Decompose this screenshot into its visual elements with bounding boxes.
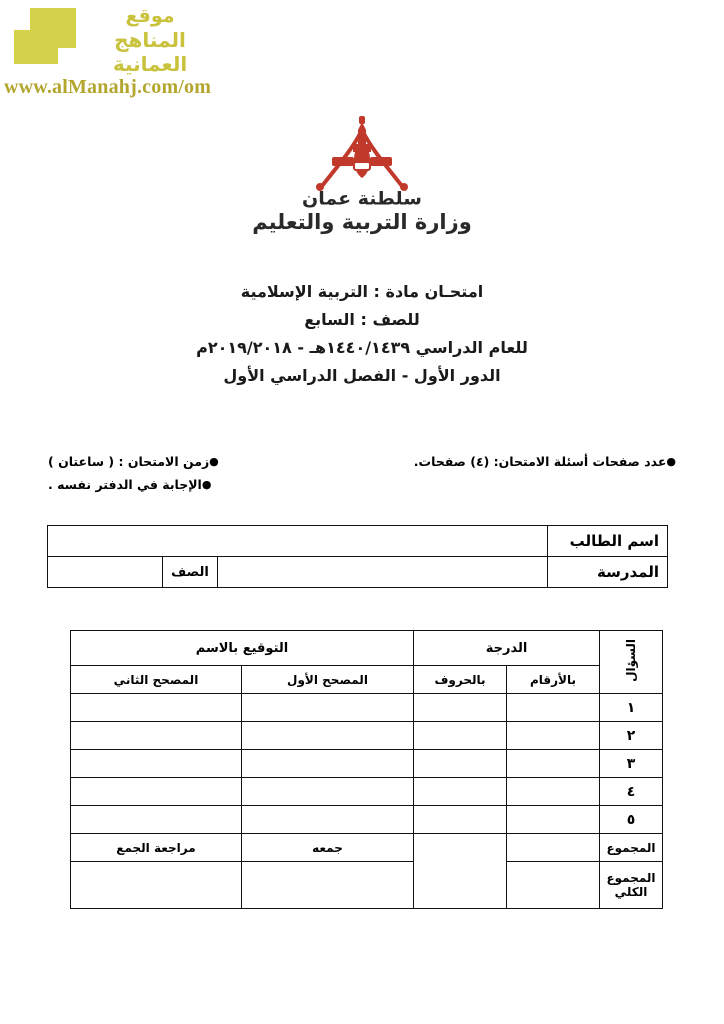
watermark-line-1: موقع (125, 5, 175, 27)
question-number: ٣ (600, 750, 663, 778)
header-first-marker: المصحح الأول (242, 666, 414, 694)
cell-in-letters[interactable] (414, 750, 507, 778)
total-row (70, 834, 662, 862)
site-watermark (0, 0, 300, 110)
class-label: الصف (163, 557, 218, 588)
cell-in-numbers[interactable] (507, 778, 600, 806)
cell-second-marker[interactable] (70, 750, 241, 778)
cell-in-letters[interactable] (414, 806, 507, 834)
question-column-header (600, 631, 663, 694)
exam-subject-line: امتحـان مادة : التربية الإسلامية (240, 282, 484, 301)
table-row (70, 806, 662, 834)
student-info-table (47, 525, 668, 588)
exam-title-block (0, 278, 724, 390)
cell-first-marker[interactable] (242, 806, 414, 834)
cell-in-numbers[interactable] (507, 750, 600, 778)
note-answer-location (48, 473, 211, 496)
cell-second-marker[interactable] (70, 722, 241, 750)
total-sum-review: مراجعة الجمع (70, 834, 241, 862)
cell-second-marker[interactable] (70, 694, 241, 722)
school-label: المدرسة (548, 557, 668, 588)
ministry-of-education-text: وزارة التربية والتعليم (252, 209, 472, 234)
cell-second-marker[interactable] (70, 806, 241, 834)
question-number: ٥ (600, 806, 663, 834)
watermark-text (78, 6, 222, 76)
grand-total-in-numbers[interactable] (507, 862, 600, 909)
sultanate-of-oman-text: سلطنة عمان (302, 188, 422, 210)
ministry-calligraphy (0, 190, 724, 233)
total-in-letters[interactable] (414, 834, 507, 909)
signature-group-header: التوقيع بالاسم (70, 631, 413, 666)
note-exam-time (48, 450, 219, 473)
cell-in-numbers[interactable] (507, 722, 600, 750)
bullet-icon: ● (209, 455, 219, 468)
cell-first-marker[interactable] (242, 750, 414, 778)
note-pages-count (414, 450, 676, 473)
student-name-input[interactable] (47, 526, 547, 557)
cell-in-numbers[interactable] (507, 694, 600, 722)
grades-header-row-1 (70, 631, 662, 666)
grand-total-row (70, 862, 662, 909)
notes-row-2 (48, 473, 676, 496)
table-row (47, 526, 667, 557)
cell-first-marker[interactable] (242, 778, 414, 806)
grade-group-header: الدرجة (414, 631, 600, 666)
bullet-icon: ● (201, 478, 212, 491)
class-input[interactable] (47, 557, 162, 588)
total-in-numbers[interactable] (507, 834, 600, 862)
table-row (70, 694, 662, 722)
question-number: ٤ (600, 778, 663, 806)
note-pages-count-text: عدد صفحات أسئلة الامتحان: (٤) صفحات. (413, 454, 667, 469)
cell-second-marker[interactable] (70, 778, 241, 806)
total-label: المجموع (600, 834, 663, 862)
cell-in-letters[interactable] (414, 694, 507, 722)
cell-first-marker[interactable] (242, 694, 414, 722)
exam-academic-year-line: للعام الدراسي ١٤٤٠/١٤٣٩هـ - ٢٠١٩/٢٠١٨م (196, 338, 528, 357)
grand-total-label: المجموع الكلي (600, 862, 663, 909)
question-number: ٢ (600, 722, 663, 750)
grades-header-row-2 (70, 666, 662, 694)
grand-total-first-marker[interactable] (242, 862, 414, 909)
cell-in-letters[interactable] (414, 722, 507, 750)
school-input[interactable] (218, 557, 548, 588)
table-row (70, 722, 662, 750)
oman-national-emblem-icon (306, 116, 418, 194)
student-name-label: اسم الطالب (548, 526, 668, 557)
watermark-url[interactable]: www.alManahj.com/om (4, 76, 212, 98)
grand-total-second-marker[interactable] (70, 862, 241, 909)
question-number: ١ (600, 694, 663, 722)
grades-table (70, 630, 663, 909)
cell-in-letters[interactable] (414, 778, 507, 806)
question-column-header-label: السؤال (624, 639, 638, 682)
header-in-numbers: بالأرقام (507, 666, 600, 694)
notes-row-1 (48, 450, 676, 473)
exam-session-line: الدور الأول - الفصل الدراسي الأول (223, 366, 501, 385)
table-row (47, 557, 667, 588)
table-row (70, 750, 662, 778)
cell-in-numbers[interactable] (507, 806, 600, 834)
exam-notes-block (48, 450, 676, 496)
bullet-icon: ● (666, 455, 676, 468)
emblem-block (0, 116, 724, 233)
watermark-logo-icon (14, 8, 76, 64)
header-in-letters: بالحروف (414, 666, 507, 694)
note-answer-location-text: الإجابة في الدفتر نفسه . (48, 477, 202, 492)
exam-grade-line: للصف : السابع (304, 310, 420, 329)
logo-square-bottom (14, 30, 58, 64)
cell-first-marker[interactable] (242, 722, 414, 750)
total-summed-by: جمعه (242, 834, 414, 862)
note-exam-time-text: زمن الامتحان : ( ساعتان ) (48, 454, 210, 469)
header-second-marker: المصحح الثاني (70, 666, 241, 694)
table-row (70, 778, 662, 806)
watermark-line-2: المناهج العمانية (112, 27, 188, 76)
